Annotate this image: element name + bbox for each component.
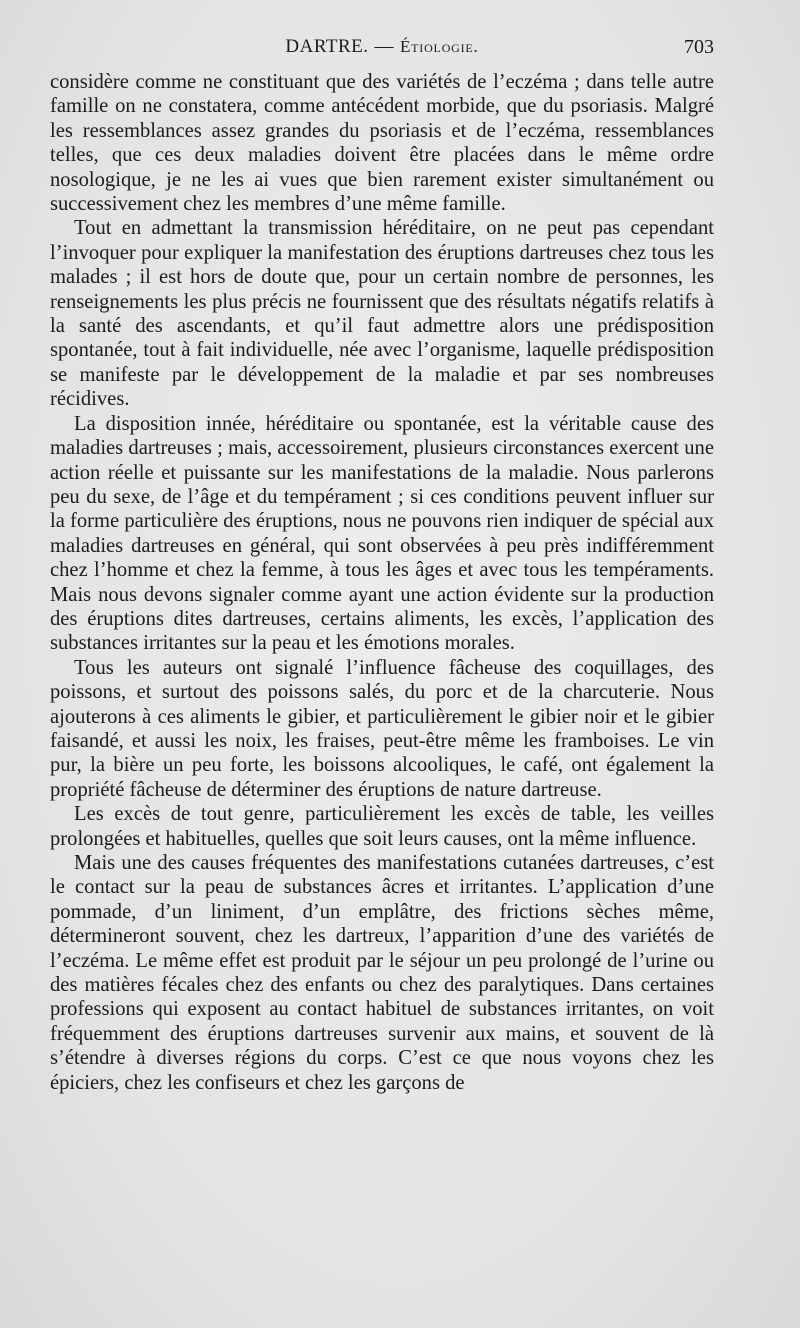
running-head — [50, 36, 714, 58]
paragraph-4: Tous les auteurs ont signalé l’influence fâcheuse des coquillages, des poissons, et surtout des poissons salés, du porc et de la charcuterie. Nous ajouterons à ces aliments le gibier, et particulièrement le gibier noir et le gibier faisandé, et aussi les noix, les fraises, peut-être même les framboises. Le vin pur, la bière un peu forte, les boissons alcooliques, le café, ont également la propriété fâcheuse de déterminer des éruptions de nature dartreuse. — [50, 656, 714, 801]
page-header — [50, 36, 714, 66]
paragraph-5: Les excès de tout genre, particulièrement les excès de table, les veilles prolongées et habituelles, quelles que soit leurs causes, ont la même influence. — [50, 803, 714, 850]
body-text — [50, 70, 714, 1095]
running-head-subtitle: Étiologie. — [399, 37, 479, 56]
page-number: 703 — [684, 36, 714, 58]
paragraph-1: considère comme ne constituant que des variétés de l’eczéma ; dans telle autre famille on ne constatera, comme antécédent morbide, que du psoriasis. Malgré les ressemblances assez grandes du psoriasis et de l’eczéma, ressemblances telles, que ces deux maladies doivent être placées dans le même ordre nosologique, je ne les ai vues que bien rarement exister simultanément ou successivement chez les membres d’une même famille. — [50, 71, 714, 216]
paragraph-3: La disposition innée, héréditaire ou spontanée, est la véritable cause des maladies dartreuses ; mais, accessoirement, plusieurs circonstances exercent une action réelle et puissante sur les manifestations de la maladie. Nous parlerons peu du sexe, de l’âge et du tempérament ; si ces conditions peuvent influer sur la forme particulière des éruptions, nous ne pouvons rien indiquer de spécial aux maladies dartreuses en général, qui sont observées à peu près indifféremment chez l’homme et chez la femme, à tous les âges et avec tous les tempéraments. Mais nous devons signaler comme ayant une action évidente sur la production des éruptions dites dartreuses, certains aliments, les excès, l’application des substances irritantes sur la peau et les émotions morales. — [50, 412, 714, 655]
paragraph-2: Tout en admettant la transmission héréditaire, on ne peut pas cependant l’invoquer pour expliquer la manifestation des éruptions dartreuses chez tous les malades ; il est hors de doute que, pour un certain nombre de personnes, les renseignements les plus précis ne fournissent que des résultats négatifs relatifs à la santé des ascendants, et qu’il faut admettre alors une prédisposition spontanée, tout à fait individuelle, née avec l’organisme, laquelle prédisposition se manifeste par le développement de la maladie et par ses nombreuses récidives. — [50, 217, 714, 411]
running-head-separator: — — [374, 36, 394, 57]
running-head-title: DARTRE. — [285, 36, 369, 57]
paragraph-6: Mais une des causes fréquentes des manifestations cutanées dartreuses, c’est le contact sur la peau de substances âcres et irritantes. L’application d’une pommade, d’un liniment, d’un emplâtre, des frictions sèches même, détermineront souvent, chez les dartreux, l’apparition d’une des variétés de l’eczéma. Le même effet est produit par le séjour un peu prolongé de l’urine ou des matières fécales chez des enfants ou chez des paralytiques. Dans certaines professions qui exposent au contact habituel de substances irritantes, on voit fréquemment des éruptions dartreuses survenir aux mains, et souvent de là s’étendre à diverses régions du corps. C’est ce que nous voyons chez les épiciers, chez les confiseurs et chez les garçons de — [50, 852, 714, 1094]
